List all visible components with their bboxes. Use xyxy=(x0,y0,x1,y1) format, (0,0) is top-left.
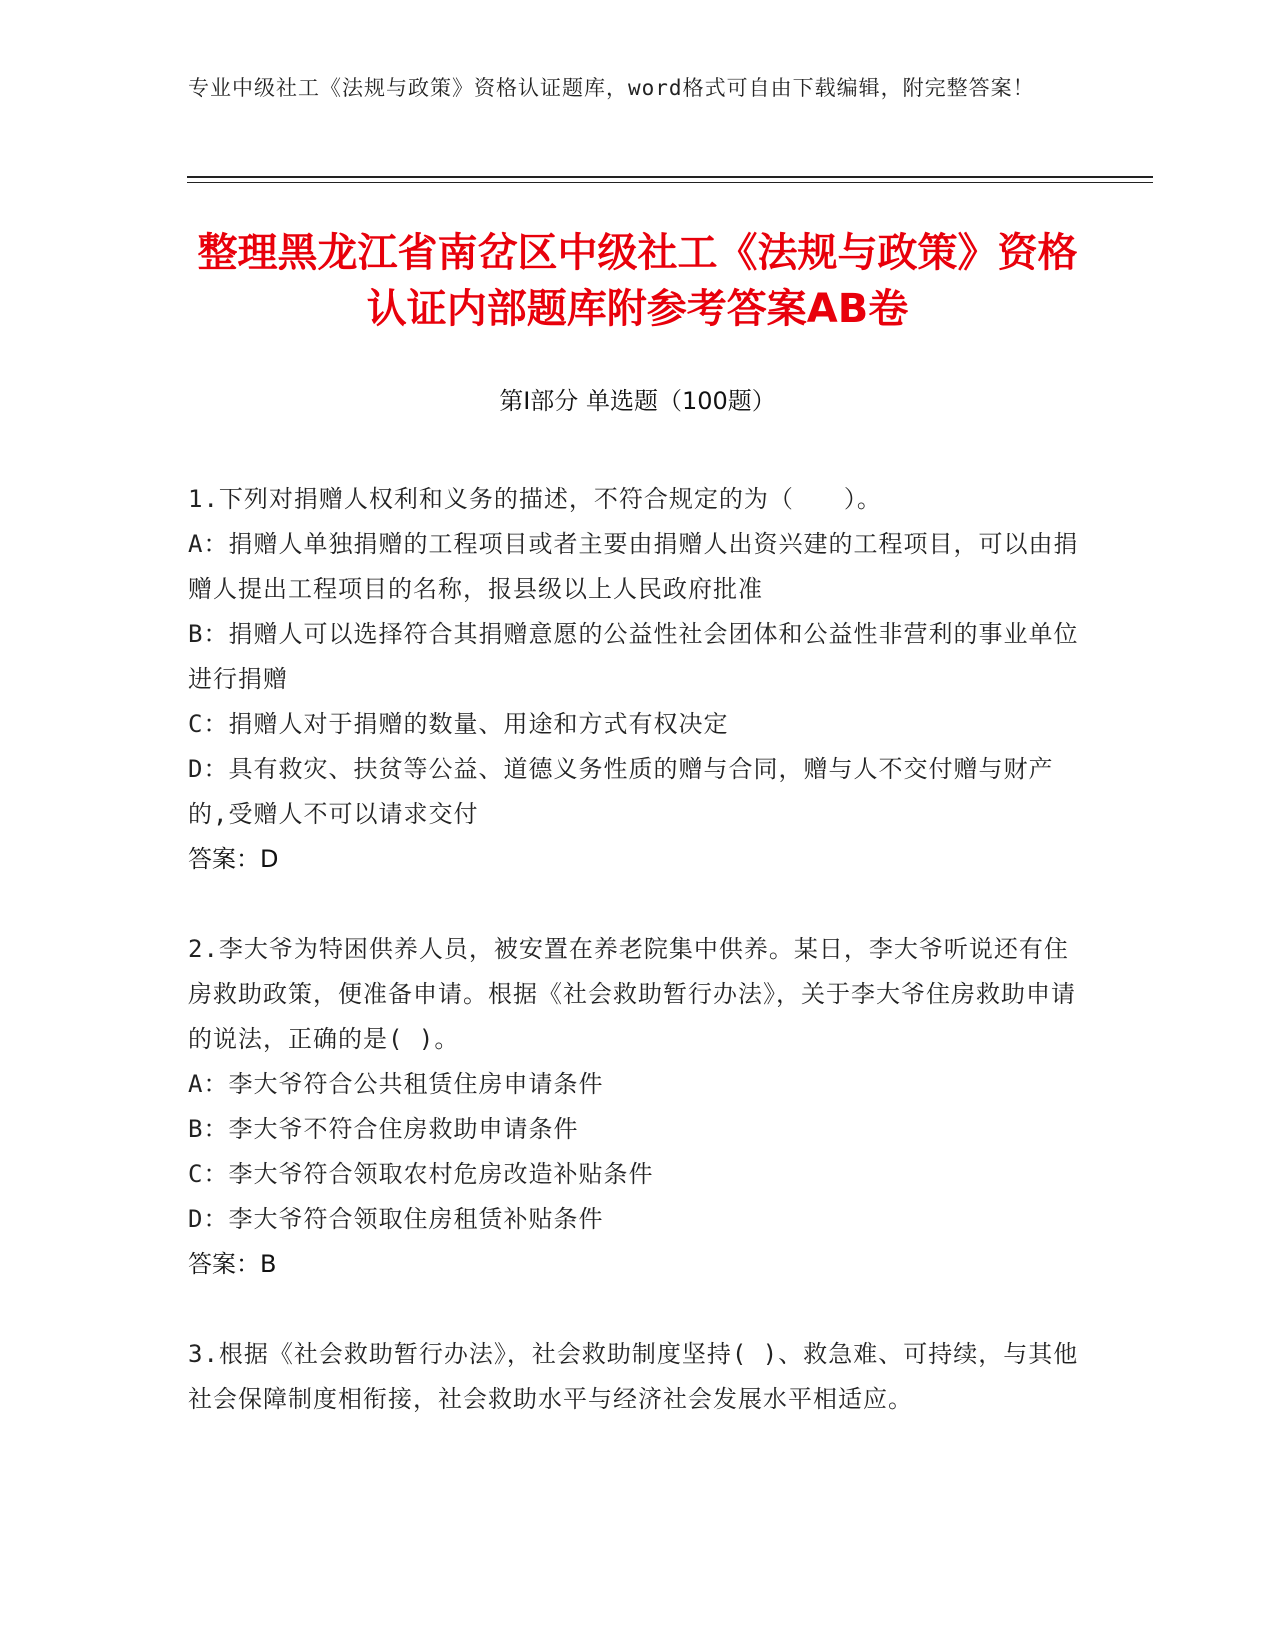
answer: 答案：B xyxy=(188,1250,277,1278)
option-b: B：李大爷不符合住房救助申请条件 xyxy=(188,1115,579,1143)
answer: 答案：D xyxy=(188,845,279,873)
question-2 xyxy=(188,927,1088,1287)
question-stem: 1.下列对捐赠人权利和义务的描述，不符合规定的为（ ）。 xyxy=(188,485,882,513)
option-c: C：李大爷符合领取农村危房改造补贴条件 xyxy=(188,1160,654,1188)
header-note: 专业中级社工《法规与政策》资格认证题库，word格式可自由下载编辑，附完整答案！ xyxy=(188,76,1035,100)
option-d: D：具有救灾、扶贫等公益、道德义务性质的赠与合同，赠与人不交付赠与财产的,受赠人不可以请求交付 xyxy=(188,755,1054,828)
question-stem: 3.根据《社会救助暂行办法》，社会救助制度坚持( )、救急难、可持续，与其他社会保障制度相衔接，社会救助水平与经济社会发展水平相适应。 xyxy=(188,1340,1079,1413)
question-1 xyxy=(188,477,1088,882)
question-stem: 2.李大爷为特困供养人员，被安置在养老院集中供养。某日，李大爷听说还有住房救助政策，便准备申请。根据《社会救助暂行办法》，关于李大爷住房救助申请的说法，正确的是( )。 xyxy=(188,935,1076,1053)
option-c: C：捐赠人对于捐赠的数量、用途和方式有权决定 xyxy=(188,710,729,738)
option-a: A：捐赠人单独捐赠的工程项目或者主要由捐赠人出资兴建的工程项目，可以由捐赠人提出工程项目的名称，报县级以上人民政府批准 xyxy=(188,530,1079,603)
question-3 xyxy=(188,1332,1088,1422)
option-a: A：李大爷符合公共租赁住房申请条件 xyxy=(188,1070,604,1098)
document-title: 整理黑龙江省南岔区中级社工《法规与政策》资格认证内部题库附参考答案AB卷 xyxy=(197,230,1078,332)
header-rule-thick xyxy=(187,176,1153,178)
option-d: D：李大爷符合领取住房租赁补贴条件 xyxy=(188,1205,604,1233)
question-list xyxy=(188,477,1088,1467)
section-title: 第Ⅰ部分 单选题（100题） xyxy=(499,387,776,415)
header-rule-thin xyxy=(187,182,1153,183)
option-b: B：捐赠人可以选择符合其捐赠意愿的公益性社会团体和公益性非营利的事业单位进行捐赠 xyxy=(188,620,1079,693)
